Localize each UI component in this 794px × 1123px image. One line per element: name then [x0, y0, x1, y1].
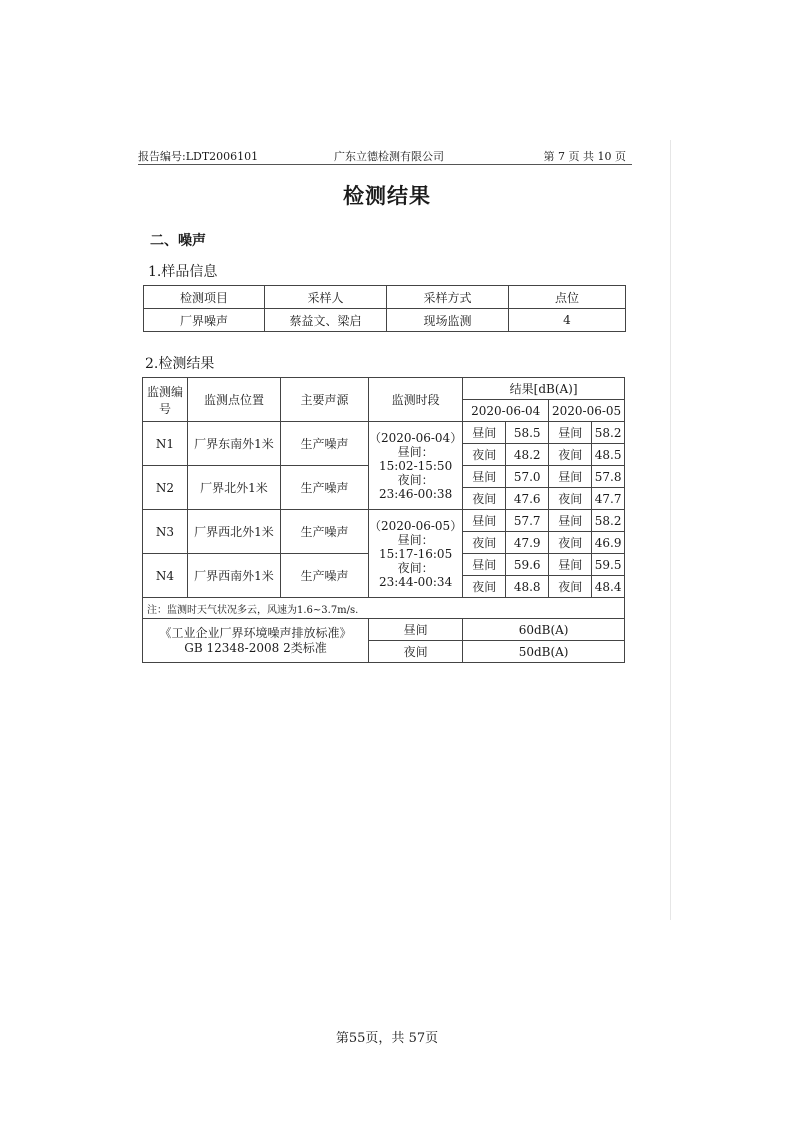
table-row: [143, 510, 625, 532]
cell-location: 厂界西北外1米: [188, 510, 281, 554]
header-cell-date: 2020-06-05: [549, 400, 625, 422]
cell-value: 48.5: [592, 444, 625, 466]
cell-value: 57.0: [506, 466, 549, 488]
cell-location: 厂界北外1米: [188, 466, 281, 510]
cell-location: 厂界东南外1米: [188, 422, 281, 466]
cell-value: 46.9: [592, 532, 625, 554]
limit-value: 50dB(A): [463, 641, 625, 663]
noise-results-table: [142, 377, 625, 663]
header-cell-date: 2020-06-04: [463, 400, 549, 422]
header-cell: 采样人: [265, 286, 387, 309]
cell-period: 昼间: [549, 466, 592, 488]
cell-value: 59.5: [592, 554, 625, 576]
cell: 4: [509, 309, 626, 332]
header-page-number: 第 7 页 共 10 页: [543, 150, 626, 163]
table-header-row: [143, 378, 625, 400]
cell-value: 47.7: [592, 488, 625, 510]
cell-period: 昼间: [463, 422, 506, 444]
header-cell: 采样方式: [387, 286, 509, 309]
cell-value: 58.2: [592, 510, 625, 532]
cell-id: N3: [143, 510, 188, 554]
cell: 厂界噪声: [144, 309, 265, 332]
cell-period: 昼间: [549, 510, 592, 532]
cell-time-block: （2020-06-05） 昼间： 15:17-16:05 夜间： 23:44-00:34: [369, 510, 463, 598]
cell-period: 夜间: [463, 576, 506, 598]
header-cell: 点位: [509, 286, 626, 309]
cell-value: 47.9: [506, 532, 549, 554]
cell-value: 48.2: [506, 444, 549, 466]
cell-source: 生产噪声: [281, 422, 369, 466]
cell-id: N4: [143, 554, 188, 598]
cell-value: 59.6: [506, 554, 549, 576]
cell-id: N2: [143, 466, 188, 510]
cell: 现场监测: [387, 309, 509, 332]
header-cell-result: 结果[dB(A)]: [463, 378, 625, 400]
header-cell: 检测项目: [144, 286, 265, 309]
cell-period: 昼间: [549, 422, 592, 444]
cell-value: 48.8: [506, 576, 549, 598]
cell-time-block: （2020-06-04） 昼间： 15:02-15:50 夜间： 23:46-00:38: [369, 422, 463, 510]
cell-period: 昼间: [369, 619, 463, 641]
table-row: [144, 309, 626, 332]
cell-value: 48.4: [592, 576, 625, 598]
header-cell-location: 监测点位置: [188, 378, 281, 422]
cell-period: 夜间: [463, 444, 506, 466]
sample-info-table: [143, 285, 626, 332]
limit-value: 60dB(A): [463, 619, 625, 641]
weather-note: 注：监测时天气状况多云，风速为1.6~3.7m/s.: [143, 598, 625, 619]
cell-period: 夜间: [549, 444, 592, 466]
results-heading: 2.检测结果: [145, 356, 215, 372]
cell-period: 昼间: [463, 466, 506, 488]
cell: 蔡益文、梁启: [265, 309, 387, 332]
cell-value: 57.7: [506, 510, 549, 532]
cell-period: 夜间: [369, 641, 463, 663]
table-row: [143, 598, 625, 619]
cell-period: 夜间: [463, 532, 506, 554]
section-heading: 二、噪声: [150, 233, 206, 249]
footer-page-number: 第55页，共 57页: [335, 1031, 439, 1046]
page-edge-line: [670, 140, 671, 920]
page-title: 检测结果: [343, 183, 431, 208]
table-row: [143, 422, 625, 444]
cell-period: 夜间: [549, 488, 592, 510]
table-header-row: [144, 286, 626, 309]
cell-value: 47.6: [506, 488, 549, 510]
cell-value: 58.5: [506, 422, 549, 444]
cell-period: 夜间: [549, 532, 592, 554]
cell-location: 厂界西南外1米: [188, 554, 281, 598]
standard-name: 《工业企业厂界环境噪声排放标准》 GB 12348-2008 2类标准: [143, 619, 369, 663]
cell-source: 生产噪声: [281, 554, 369, 598]
header-cell-id: 监测编号: [143, 378, 188, 422]
cell-source: 生产噪声: [281, 510, 369, 554]
cell-id: N1: [143, 422, 188, 466]
header-cell-source: 主要声源: [281, 378, 369, 422]
company-name: 广东立德检测有限公司: [334, 150, 444, 163]
cell-period: 昼间: [463, 554, 506, 576]
table-row: [143, 619, 625, 641]
report-number: 报告编号:LDT2006101: [138, 150, 259, 163]
sample-info-heading: 1.样品信息: [148, 264, 218, 280]
cell-value: 58.2: [592, 422, 625, 444]
cell-value: 57.8: [592, 466, 625, 488]
cell-period: 昼间: [549, 554, 592, 576]
report-header: [138, 148, 632, 165]
cell-source: 生产噪声: [281, 466, 369, 510]
cell-period: 昼间: [463, 510, 506, 532]
cell-period: 夜间: [549, 576, 592, 598]
header-cell-time: 监测时段: [369, 378, 463, 422]
cell-period: 夜间: [463, 488, 506, 510]
